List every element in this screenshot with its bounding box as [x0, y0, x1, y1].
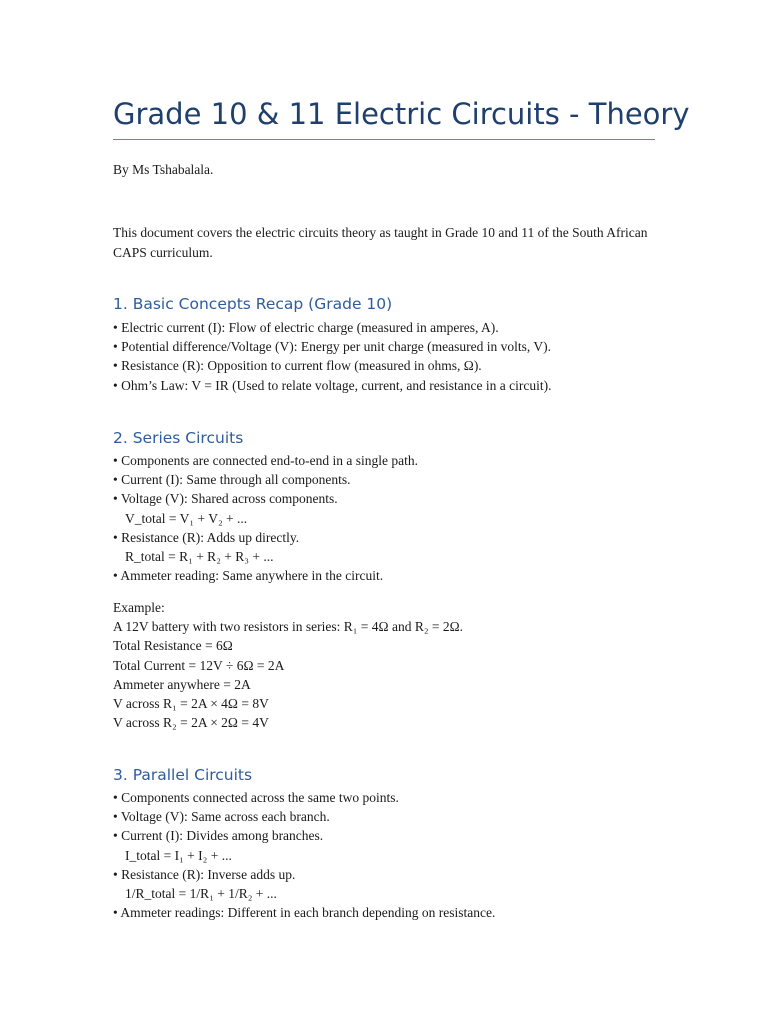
example-line: Total Current = 12V ÷ 6Ω = 2A [113, 657, 285, 673]
list-item: • Resistance (R): Opposition to current flow (measured in ohms, Ω). [113, 358, 482, 374]
list-item: • Current (I): Divides among branches. [113, 828, 324, 844]
list-item: • Resistance (R): Inverse adds up. [113, 866, 296, 882]
section-heading-series-circuits: 2. Series Circuits [113, 429, 244, 447]
list-item: • Ammeter reading: Same anywhere in the circuit. [113, 568, 384, 584]
series-circuits-list [113, 451, 658, 585]
example-line: Total Resistance = 6Ω [113, 638, 233, 654]
document-title: Grade 10 & 11 Electric Circuits - Theory [113, 97, 690, 131]
list-item: • Voltage (V): Same across each branch. [113, 809, 330, 825]
list-item: • Voltage (V): Shared across components. [113, 491, 338, 507]
formula-line: R_total = R₁ + R₂ + R₃ + ... [125, 548, 274, 564]
example-line: A 12V battery with two resistors in series: R₁ = 4Ω and R₂ = 2Ω. [113, 619, 464, 635]
formula-line: V_total = V₁ + V₂ + ... [125, 510, 248, 526]
intro-paragraph: This document covers the electric circuits theory as taught in Grade 10 and 11 of the South African CAPS curriculum. [113, 225, 648, 260]
series-example-block [113, 598, 658, 732]
list-item: • Resistance (R): Adds up directly. [113, 529, 300, 545]
formula-line: I_total = I₁ + I₂ + ... [125, 847, 232, 863]
example-label: Example: [113, 600, 165, 615]
section-heading-basic-concepts: 1. Basic Concepts Recap (Grade 10) [113, 295, 393, 313]
basic-concepts-list [113, 318, 658, 395]
list-item: • Ammeter readings: Different in each branch depending on resistance. [113, 905, 496, 921]
list-item: • Current (I): Same through all components. [113, 472, 351, 488]
list-item: • Ohm’s Law: V = IR (Used to relate voltage, current, and resistance in a circuit). [113, 377, 552, 393]
example-line: V across R₂ = 2A × 2Ω = 4V [113, 715, 269, 731]
list-item: • Potential difference/Voltage (V): Energy per unit charge (measured in volts, V). [113, 339, 551, 355]
example-line: Ammeter anywhere = 2A [113, 676, 251, 692]
author-line: By Ms Tshabalala. [113, 162, 214, 177]
list-item: • Components are connected end-to-end in a single path. [113, 453, 419, 468]
formula-line: 1/R_total = 1/R₁ + 1/R₂ + ... [125, 885, 277, 901]
parallel-circuits-list [113, 788, 658, 922]
list-item: • Components connected across the same two points. [113, 790, 399, 805]
example-line: V across R₁ = 2A × 4Ω = 8V [113, 695, 269, 711]
title-underline-rule [113, 139, 655, 140]
list-item: • Electric current (I): Flow of electric charge (measured in amperes, A). [113, 320, 499, 335]
section-heading-parallel-circuits: 3. Parallel Circuits [113, 766, 253, 784]
